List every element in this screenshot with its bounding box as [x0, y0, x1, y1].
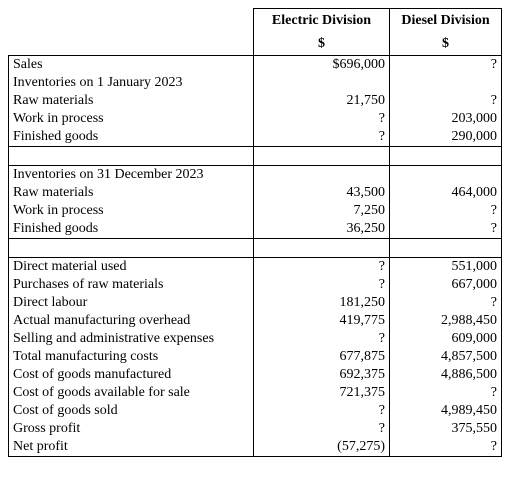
unit-corner — [9, 33, 254, 56]
table-row-net-profit — [9, 438, 502, 457]
electric-value: 7,250 — [254, 202, 390, 220]
table-row-gross-profit — [9, 420, 502, 438]
row-label: Direct material used — [9, 258, 254, 277]
electric-value: 43,500 — [254, 184, 390, 202]
electric-value: ? — [254, 110, 390, 128]
electric-value: 721,375 — [254, 384, 390, 402]
row-label: Work in process — [9, 202, 254, 220]
row-label: Finished goods — [9, 128, 254, 147]
electric-value: 692,375 — [254, 366, 390, 384]
diesel-value: ? — [390, 294, 502, 312]
table-row-selling-admin — [9, 330, 502, 348]
table-row-total-manufacturing — [9, 348, 502, 366]
spacer-cell — [390, 147, 502, 166]
spacer-cell — [9, 239, 254, 258]
table-row-manufacturing-overhead — [9, 312, 502, 330]
row-label: Sales — [9, 56, 254, 75]
spacer-cell — [390, 239, 502, 258]
row-label: Direct labour — [9, 294, 254, 312]
diesel-value: 375,550 — [390, 420, 502, 438]
table-row-sales — [9, 56, 502, 75]
electric-value: ? — [254, 330, 390, 348]
row-label: Purchases of raw materials — [9, 276, 254, 294]
diesel-value: 4,989,450 — [390, 402, 502, 420]
electric-value: 36,250 — [254, 220, 390, 239]
diesel-value — [390, 166, 502, 185]
diesel-value: ? — [390, 384, 502, 402]
header-electric-division: Electric Division — [254, 9, 390, 34]
diesel-value: 609,000 — [390, 330, 502, 348]
header-corner — [9, 9, 254, 34]
diesel-value: 667,000 — [390, 276, 502, 294]
diesel-value: ? — [390, 220, 502, 239]
row-label: Inventories on 1 January 2023 — [9, 74, 254, 92]
table-row-wip-dec — [9, 202, 502, 220]
electric-value: ? — [254, 420, 390, 438]
diesel-value: ? — [390, 56, 502, 75]
electric-value: $696,000 — [254, 56, 390, 75]
spacer-cell — [254, 239, 390, 258]
electric-value: 21,750 — [254, 92, 390, 110]
division-cost-table-container — [8, 8, 502, 457]
header-diesel-division: Diesel Division — [390, 9, 502, 34]
diesel-value: 4,857,500 — [390, 348, 502, 366]
table-row-cogs — [9, 402, 502, 420]
spacer-row — [9, 239, 502, 258]
diesel-value: 464,000 — [390, 184, 502, 202]
diesel-value: 4,886,500 — [390, 366, 502, 384]
row-label: Total manufacturing costs — [9, 348, 254, 366]
electric-value: ? — [254, 258, 390, 277]
diesel-value: ? — [390, 438, 502, 457]
unit-diesel: $ — [390, 33, 502, 56]
row-label: Cost of goods available for sale — [9, 384, 254, 402]
table-row-wip-jan — [9, 110, 502, 128]
unit-row — [9, 33, 502, 56]
table-row-finished-goods-jan — [9, 128, 502, 147]
electric-value: 677,875 — [254, 348, 390, 366]
table-row-cogafs — [9, 384, 502, 402]
division-cost-table — [8, 8, 502, 457]
row-label: Inventories on 31 December 2023 — [9, 166, 254, 185]
electric-value: (57,275) — [254, 438, 390, 457]
diesel-value: 551,000 — [390, 258, 502, 277]
table-row-raw-materials-dec — [9, 184, 502, 202]
row-label: Cost of goods manufactured — [9, 366, 254, 384]
table-row-inv-jan-heading — [9, 74, 502, 92]
diesel-value: 203,000 — [390, 110, 502, 128]
row-label: Raw materials — [9, 184, 254, 202]
row-label: Raw materials — [9, 92, 254, 110]
diesel-value: 2,988,450 — [390, 312, 502, 330]
electric-value — [254, 74, 390, 92]
electric-value: 419,775 — [254, 312, 390, 330]
table-row-raw-materials-jan — [9, 92, 502, 110]
row-label: Selling and administrative expenses — [9, 330, 254, 348]
electric-value — [254, 166, 390, 185]
electric-value: ? — [254, 402, 390, 420]
row-label: Cost of goods sold — [9, 402, 254, 420]
electric-value: ? — [254, 276, 390, 294]
spacer-row — [9, 147, 502, 166]
row-label: Finished goods — [9, 220, 254, 239]
row-label: Gross profit — [9, 420, 254, 438]
diesel-value: ? — [390, 202, 502, 220]
table-row-direct-material-used — [9, 258, 502, 277]
unit-electric: $ — [254, 33, 390, 56]
spacer-cell — [9, 147, 254, 166]
row-label: Net profit — [9, 438, 254, 457]
table-row-cogm — [9, 366, 502, 384]
electric-value: 181,250 — [254, 294, 390, 312]
electric-value: ? — [254, 128, 390, 147]
row-label: Work in process — [9, 110, 254, 128]
table-row-inv-dec-heading — [9, 166, 502, 185]
table-row-direct-labour — [9, 294, 502, 312]
table-row-purchases — [9, 276, 502, 294]
diesel-value — [390, 74, 502, 92]
row-label: Actual manufacturing overhead — [9, 312, 254, 330]
diesel-value: 290,000 — [390, 128, 502, 147]
header-row — [9, 9, 502, 34]
table-row-finished-goods-dec — [9, 220, 502, 239]
spacer-cell — [254, 147, 390, 166]
diesel-value: ? — [390, 92, 502, 110]
